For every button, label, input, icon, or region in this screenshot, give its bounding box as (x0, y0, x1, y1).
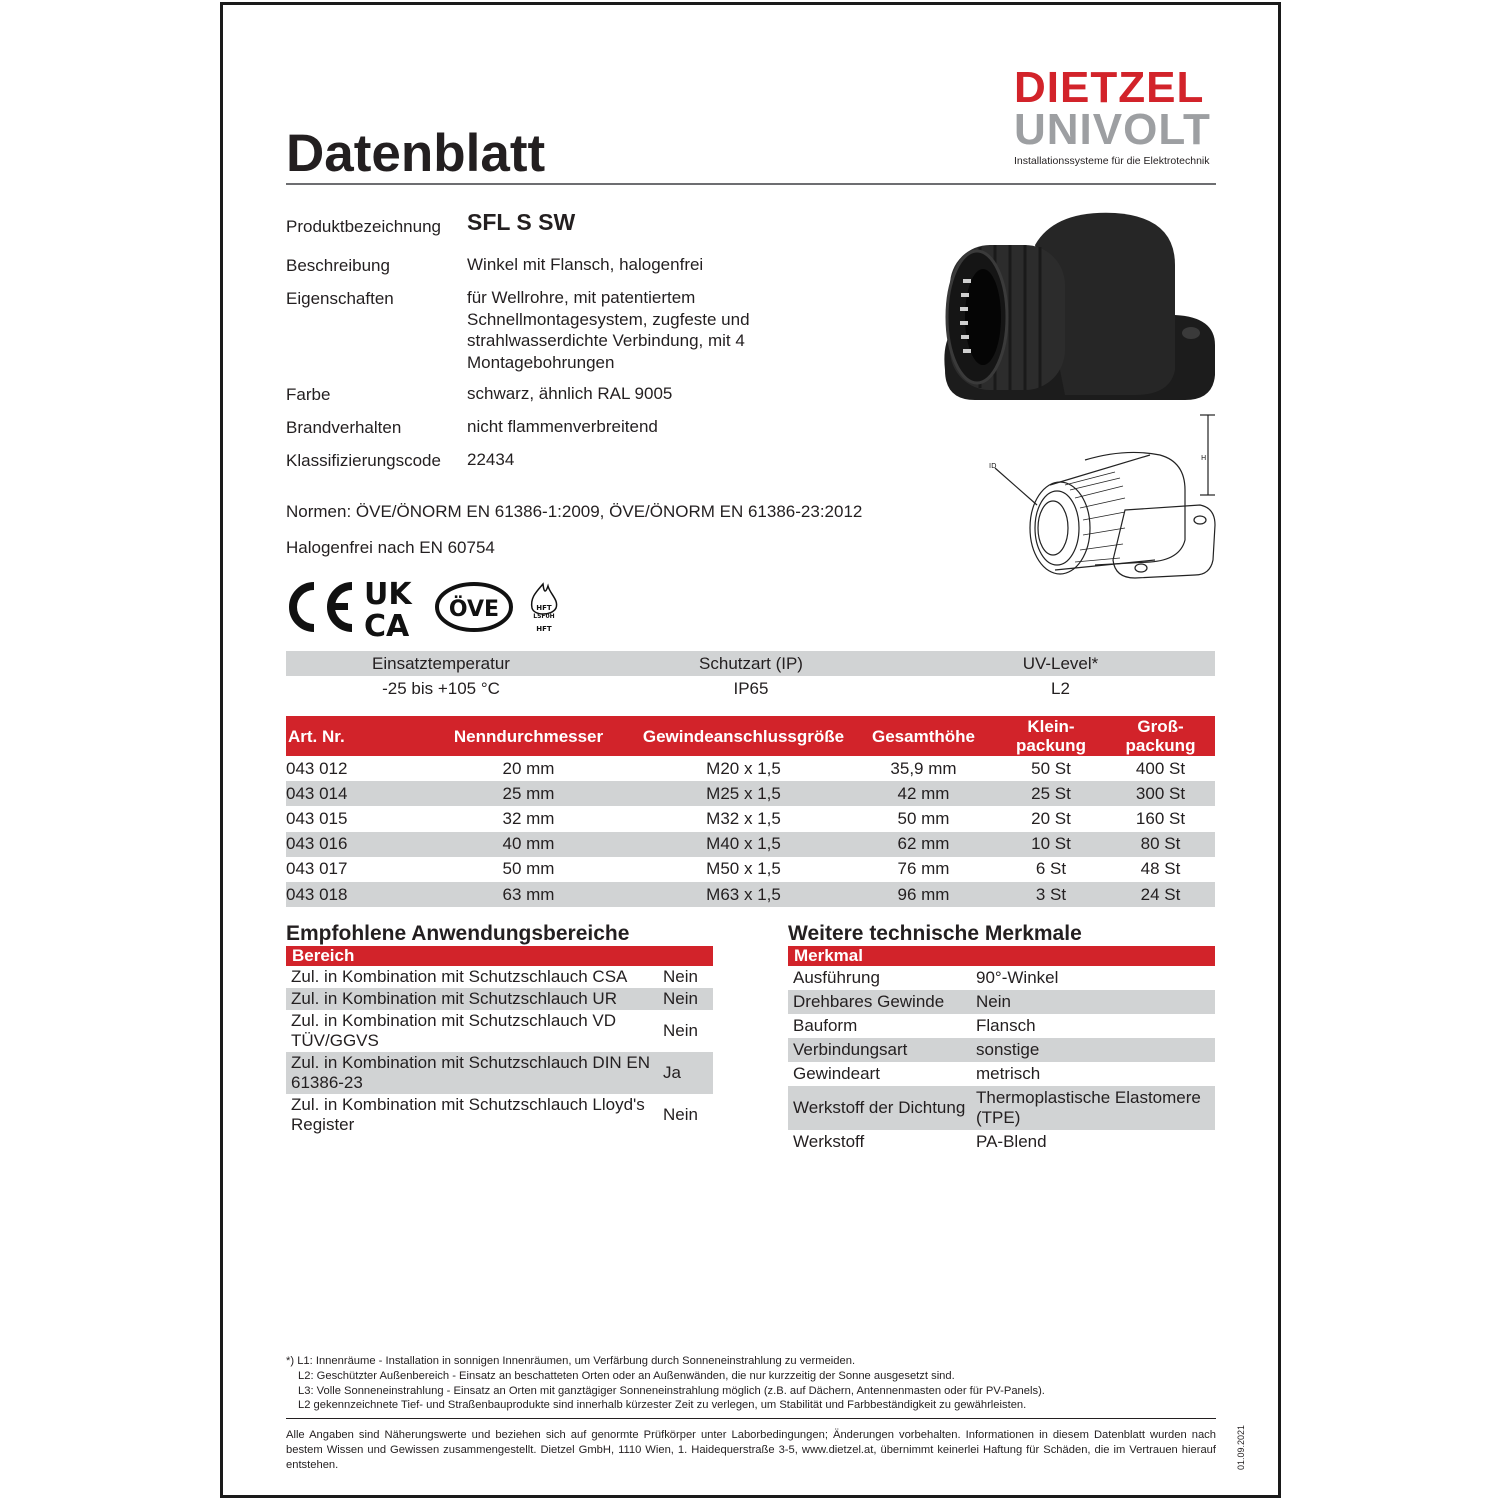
article-row (286, 781, 1215, 806)
large-pack-cell: 24 St (1106, 882, 1215, 907)
diameter-cell: 32 mm (502, 808, 555, 828)
technical-row (788, 1038, 1215, 1062)
article-row (286, 857, 1215, 882)
applications-header: Bereich (286, 946, 713, 966)
feature-label-cell: Drehbares Gewinde (788, 990, 971, 1014)
art-nr-cell: 043 012 (286, 758, 348, 778)
title-divider (286, 183, 1216, 185)
applications-table (286, 966, 713, 1136)
feature-label-cell: Ausführung (793, 968, 880, 987)
thread-cell: M40 x 1,5 (636, 832, 851, 857)
feature-value-cell: Nein (971, 990, 1215, 1014)
article-row (286, 832, 1215, 857)
col-header-diameter: Nenndurchmesser (421, 716, 636, 756)
application-value-cell: Nein (663, 1105, 698, 1124)
article-row (286, 806, 1215, 831)
spec-value-ip: IP65 (733, 678, 769, 698)
logo-tagline: Installationssysteme für die Elektrotechnik (1014, 155, 1210, 167)
feature-label-cell: Verbindungsart (788, 1038, 971, 1062)
small-pack-cell: 25 St (996, 781, 1106, 806)
height-cell: 50 mm (897, 808, 950, 828)
disclaimer-text: Alle Angaben sind Näherungswerte und beziehen sich auf genormte Prüfkörper unter Laborbedingungen; Änderungen vorbehalten. Informationen in diesem Datenblatt wurden nach bestem Wissen und Gewissen zusammengestellt. Dietzel GmbH, 1110 Wien, 1. Haidequerstraße 3-5, www.dietzel.at, übernimmt keinerlei Haftung für Schäden, die im Vertrauen hierauf entstehen. (286, 1429, 1216, 1471)
application-value-cell: Nein (663, 1021, 698, 1040)
prop-label-color: Farbe (286, 385, 331, 404)
height-cell: 62 mm (851, 832, 996, 857)
hft-flame-icon (532, 584, 557, 633)
thread-cell: M25 x 1,5 (636, 781, 851, 806)
prop-value-fire: nicht flammenverbreitend (467, 417, 658, 436)
application-row (286, 988, 713, 1010)
svg-text:HFT: HFT (536, 625, 552, 633)
large-pack-cell: 80 St (1106, 832, 1215, 857)
svg-text:ÖVE: ÖVE (448, 597, 500, 622)
art-nr-cell: 043 018 (286, 882, 421, 907)
thread-cell: M32 x 1,5 (706, 808, 781, 828)
feature-value-cell: 90°-Winkel (976, 968, 1059, 987)
footer-divider (286, 1418, 1216, 1419)
article-row (286, 882, 1215, 907)
large-pack-cell: 300 St (1106, 781, 1215, 806)
ukca-mark-icon (364, 577, 413, 638)
standards-text: Normen: ÖVE/ÖNORM EN 61386-1:2009, ÖVE/ÖNORM EN 61386-23:2012 (286, 502, 863, 521)
prop-value-properties: für Wellrohre, mit patentiertem Schnellmontagesystem, zugfeste und strahlwasserdichte Verbindung, mit 4 Montagebohrungen (467, 288, 750, 372)
small-pack-cell: 20 St (1031, 808, 1071, 828)
date-stamp: 01.09.2021 (1236, 1424, 1246, 1470)
application-row (286, 966, 713, 988)
application-label-cell: Zul. in Kombination mit Schutzschlauch DIN EN 61386-23 (286, 1052, 658, 1094)
art-nr-cell: 043 017 (286, 859, 348, 879)
height-cell: 42 mm (851, 781, 996, 806)
product-name: SFL S SW (467, 209, 576, 235)
application-row (286, 1094, 713, 1136)
footnote-line: *) L1: Innenräume - Installation in sonnigen Innenräumen, um Verfärbung durch Sonneneinstrahlung zu vermeiden. (286, 1355, 856, 1367)
feature-label-cell: Bauform (793, 1016, 858, 1035)
spec-strip (286, 651, 1215, 701)
art-nr-cell: 043 016 (286, 832, 421, 857)
prop-label-description: Beschreibung (286, 256, 390, 275)
feature-value-cell: metrisch (976, 1064, 1041, 1083)
technical-row (788, 1062, 1215, 1086)
feature-value-cell: PA-Blend (976, 1132, 1047, 1151)
feature-value-cell: sonstige (971, 1038, 1215, 1062)
col-header-small-pack: Klein-packung (996, 716, 1106, 756)
height-cell: 35,9 mm (890, 758, 957, 778)
spec-header-temperature: Einsatztemperatur (372, 653, 510, 673)
prop-value-color: schwarz, ähnlich RAL 9005 (467, 384, 673, 403)
col-header-art-nr: Art. Nr. (286, 716, 421, 756)
footnote-line: L2: Geschützter Außenbereich - Einsatz an beschatteten Orten oder an Außenwänden, die nur kurzzeitig der Sonne ausgesetzt sind. (298, 1369, 955, 1382)
large-pack-cell: 400 St (1135, 758, 1186, 778)
application-value-cell: Nein (658, 988, 713, 1010)
thread-cell: M50 x 1,5 (706, 859, 781, 879)
feature-value-cell: Flansch (976, 1016, 1036, 1035)
logo-line-univolt: UNIVOLT (1014, 105, 1211, 154)
col-header-height: Gesamthöhe (851, 716, 996, 756)
spec-header-ip: Schutzart (IP) (699, 653, 803, 673)
page-title: Datenblatt (286, 124, 546, 183)
prop-label-product: Produktbezeichnung (286, 217, 442, 236)
diameter-cell: 20 mm (502, 758, 555, 778)
svg-text:CA: CA (364, 609, 410, 638)
ce-mark-icon (293, 586, 352, 628)
application-value-cell: Nein (663, 967, 698, 986)
spec-header-row (286, 651, 1215, 676)
application-label-cell: Zul. in Kombination mit Schutzschlauch Lloyd's Register (291, 1095, 645, 1134)
applications-title: Empfohlene Anwendungsbereiche (286, 922, 630, 945)
article-row (286, 756, 1215, 781)
feature-label-cell: Gewindeart (793, 1064, 880, 1083)
company-logo (1014, 63, 1216, 167)
diameter-cell: 63 mm (421, 882, 636, 907)
technical-title: Weitere technische Merkmale (788, 922, 1082, 945)
prop-value-class-code: 22434 (467, 450, 515, 469)
art-nr-cell: 043 015 (286, 808, 348, 828)
large-pack-cell: 160 St (1135, 808, 1186, 828)
technical-table (788, 966, 1215, 1154)
technical-drawing (975, 410, 1220, 590)
small-pack-cell: 3 St (996, 882, 1106, 907)
height-cell: 76 mm (897, 859, 950, 879)
large-pack-cell: 48 St (1140, 859, 1181, 879)
application-label-cell: Zul. in Kombination mit Schutzschlauch UR (286, 988, 658, 1010)
technical-header: Merkmal (788, 946, 1215, 966)
col-header-large-pack: Groß-packung (1106, 716, 1215, 756)
spec-header-uv: UV-Level* (1022, 653, 1099, 673)
uv-footnotes (286, 1354, 1045, 1413)
prop-value-description: Winkel mit Flansch, halogenfrei (467, 255, 704, 274)
product-photo (935, 205, 1220, 415)
diameter-cell: 50 mm (502, 859, 555, 879)
technical-row (788, 1130, 1215, 1154)
logo-line-dietzel: DIETZEL (1014, 63, 1205, 112)
certification-marks (284, 576, 574, 638)
application-row (286, 1052, 713, 1094)
spec-value-row (286, 676, 1215, 701)
small-pack-cell: 6 St (1035, 859, 1067, 879)
art-nr-cell: 043 014 (286, 781, 421, 806)
technical-row (788, 1086, 1215, 1130)
spec-value-uv: L2 (1051, 678, 1070, 698)
diameter-cell: 40 mm (421, 832, 636, 857)
article-table-header (286, 716, 1215, 756)
small-pack-cell: 10 St (996, 832, 1106, 857)
prop-label-properties: Eigenschaften (286, 289, 394, 308)
height-cell: 96 mm (851, 882, 996, 907)
feature-value-cell: Thermoplastische Elastomere (TPE) (971, 1086, 1215, 1130)
drawing-id-label: ID (989, 462, 997, 470)
spec-value-temperature: -25 bis +105 °C (382, 678, 500, 698)
application-label-cell: Zul. in Kombination mit Schutzschlauch VD TÜV/GGVS (291, 1011, 617, 1050)
svg-text:HFT: HFT (536, 604, 552, 612)
feature-label-cell: Werkstoff der Dichtung (788, 1086, 971, 1130)
diameter-cell: 25 mm (421, 781, 636, 806)
footnote-line: L2 gekennzeichnete Tief- und Straßenbauprodukte sind innerhalb kürzester Zeit zu verlegen, um Stabilität und Farbbeständigkeit zu gewährleisten. (298, 1399, 1027, 1412)
ove-mark-icon (437, 584, 511, 630)
svg-text:UK: UK (364, 577, 412, 612)
application-value-cell: Ja (658, 1052, 713, 1094)
svg-text:LSF0H: LSF0H (533, 613, 555, 620)
application-row (286, 1010, 713, 1052)
technical-row (788, 990, 1215, 1014)
drawing-h-label: H (1201, 454, 1207, 462)
col-header-thread: Gewindeanschlussgröße (636, 716, 851, 756)
halogen-free-text: Halogenfrei nach EN 60754 (286, 538, 495, 557)
thread-cell: M63 x 1,5 (636, 882, 851, 907)
footnote-line: L3: Volle Sonneneinstrahlung - Einsatz an Orten mit ganztägiger Sonneneinstrahlung möglich (z.B. auf Dächern, Antennenmasten oder für PV-Panels). (298, 1384, 1045, 1397)
prop-label-fire: Brandverhalten (286, 418, 402, 437)
article-table (286, 716, 1215, 907)
feature-label-cell: Werkstoff (793, 1132, 865, 1151)
small-pack-cell: 50 St (1031, 758, 1071, 778)
application-label-cell: Zul. in Kombination mit Schutzschlauch CSA (291, 967, 628, 986)
technical-row (788, 966, 1215, 990)
prop-label-class-code: Klassifizierungscode (286, 451, 441, 470)
technical-row (788, 1014, 1215, 1038)
thread-cell: M20 x 1,5 (706, 758, 781, 778)
